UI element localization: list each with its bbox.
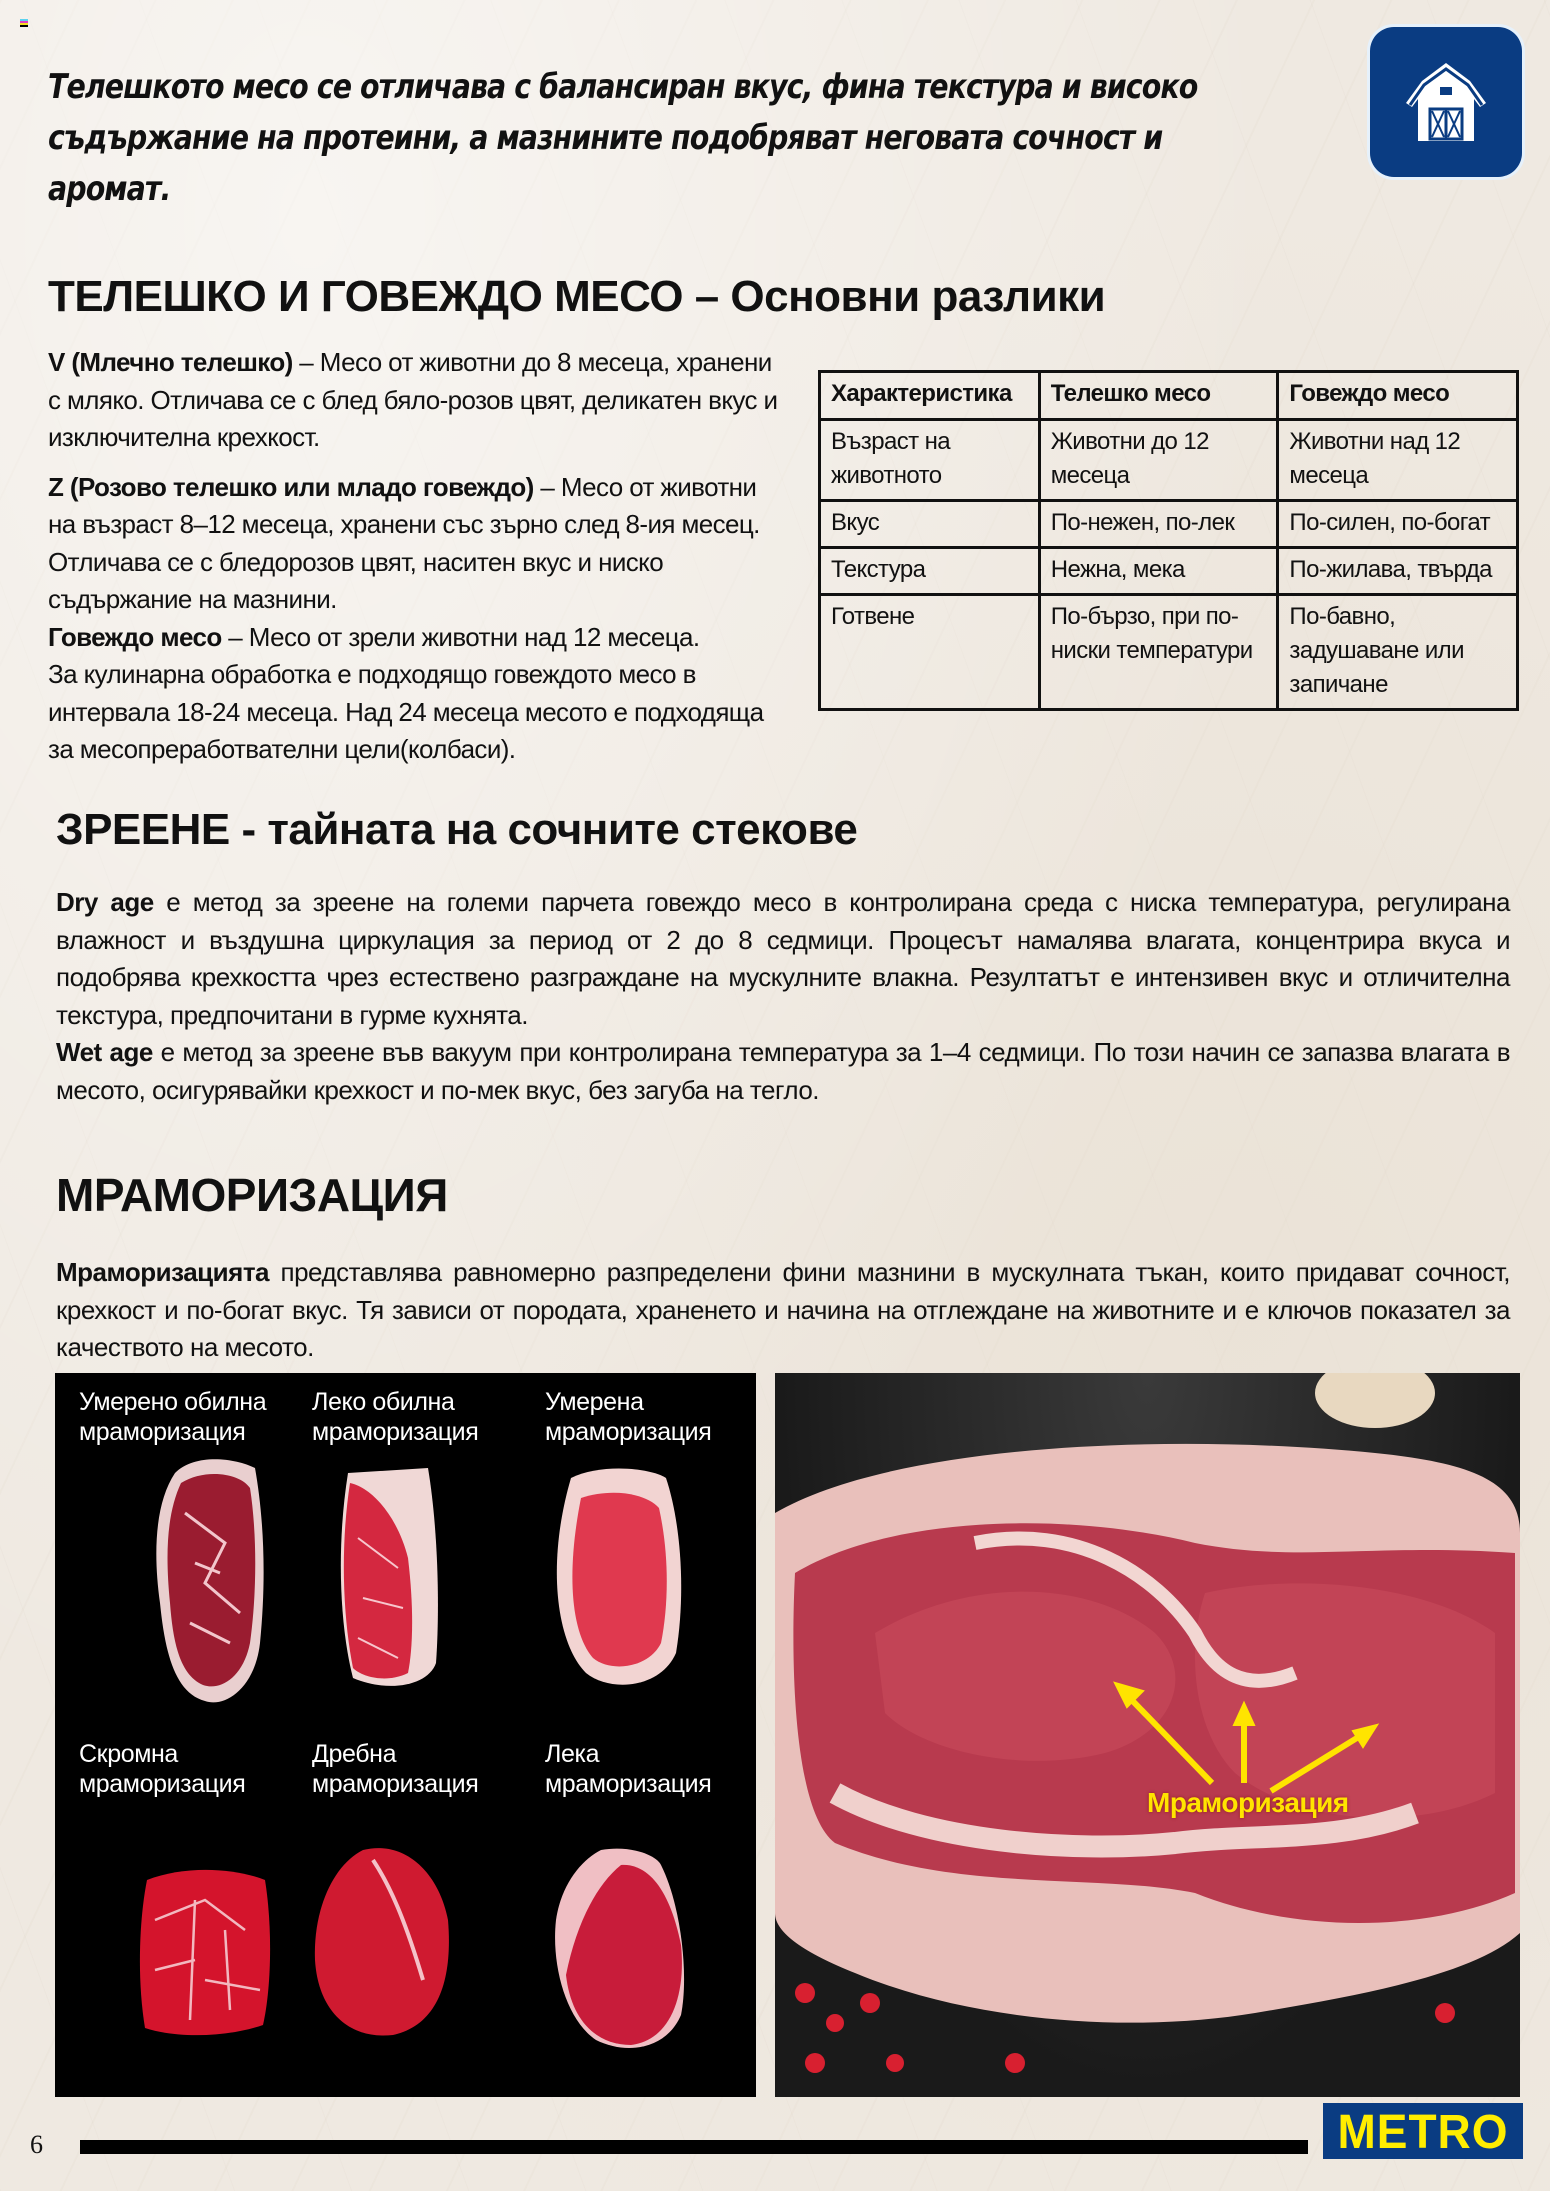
table-cell: По-нежен, по-лек xyxy=(1039,501,1278,548)
table-row xyxy=(820,420,1518,501)
page-number: 6 xyxy=(30,2130,43,2159)
table-header: Говеждо месо xyxy=(1278,372,1518,420)
footer-divider xyxy=(80,2140,1308,2154)
steak-image xyxy=(313,1840,453,2040)
ribeye-steak-image xyxy=(775,1373,1520,2097)
print-registration-mark xyxy=(20,19,28,29)
term-marbling: Мраморизацията xyxy=(56,1257,270,1287)
table-header-row xyxy=(820,372,1518,420)
table-row xyxy=(820,501,1518,548)
paragraph-culinary: За кулинарна обработка е подходящо говеждото месо в интервала 18-24 месеца. Над 24 месеца месото е подходяща за месопреработвателни цели(колбаси). xyxy=(48,659,764,764)
term-v: V (Млечно телешко) xyxy=(48,347,293,377)
table-cell: Възраст на животното xyxy=(820,420,1040,501)
marbling-grade-5: Дребна мраморизация xyxy=(288,1725,521,2077)
steak-image xyxy=(541,1845,691,2055)
differences-text xyxy=(48,344,788,769)
table-header: Характеристика xyxy=(820,372,1040,420)
table-cell: Вкус xyxy=(820,501,1040,548)
table-cell: По-бързо, при по-ниски температури xyxy=(1039,595,1278,710)
table-cell: По-силен, по-богат xyxy=(1278,501,1518,548)
comparison-table xyxy=(818,370,1519,711)
marbling-text: Мраморизацията представлява равномерно разпределени фини мазнини в мускулната тъкан, които придават сочност, крехкост и по-богат вкус. Тя зависи от породата, храненето и начина на отглеждане на животните и е ключов показател за качеството на месото. xyxy=(56,1257,1510,1362)
term-wet-age: Wet age xyxy=(56,1037,153,1067)
table-cell: Животни до 12 месеца xyxy=(1039,420,1278,501)
marbling-grades-image xyxy=(55,1373,756,2097)
paragraph-wet-age: Wet age е метод за зреене във вакуум при контролирана температура за 1–4 седмици. По този начин се запазва влагата в месото, осигурявайки крехкост и по-мек вкус, без загуба на тегло. xyxy=(56,1037,1511,1105)
table-cell: По-жилава, твърда xyxy=(1278,548,1518,595)
marbling-grade-4: Скромна мраморизация xyxy=(55,1725,288,2077)
table-row xyxy=(820,548,1518,595)
steak-image xyxy=(145,1453,270,1708)
section-title-marbling: МРАМОРИЗАЦИЯ xyxy=(56,1169,448,1221)
section-title-aging: ЗРЕЕНЕ - тайната на сочните стекове xyxy=(56,805,858,854)
steak-image xyxy=(135,1860,275,2040)
paragraph-v: V (Млечно телешко) – Месо от животни до 8 месеца, хранени с мляко. Отличава се с блед бяло-розов цвят, деликатен вкус и изключителна крехкост. xyxy=(48,347,778,452)
table-header: Телешко месо xyxy=(1039,372,1278,420)
section-title-differences: ТЕЛЕШКО И ГОВЕЖДО МЕСО – Основни разлики xyxy=(48,272,1106,321)
metro-logo-text: METRO xyxy=(1337,2103,1509,2159)
term-dry-age: Dry age xyxy=(56,887,154,917)
paragraph-beef: Говеждо месо – Месо от зрели животни над 12 месеца. xyxy=(48,621,700,652)
paragraph-dry-age: Dry age е метод за зреене на големи парчета говеждо месо в контролирана среда с ниска температура, регулирана влажност и въздушна циркулация за период от 2 до 8 седмици. Процесът намалява влагата, концентрира вкуса и подобрява крехкостта чрез естествено разграждане на мускулните влакна. Резултатът е интензивен вкус и отличителна текстура, предпочитани в гурме кухнята. xyxy=(56,887,1510,1030)
table-cell: Животни над 12 месеца xyxy=(1278,420,1518,501)
marbling-grade-3: Умерена мраморизация xyxy=(521,1373,754,1725)
marbling-grade-1: Умерено обилна мраморизация xyxy=(55,1373,288,1725)
term-z: Z (Розово телешко или младо говеждо) xyxy=(48,471,534,502)
marbling-photo-label: Мраморизация xyxy=(1147,1787,1349,1818)
barn-badge xyxy=(1370,27,1522,177)
steak-image xyxy=(541,1463,691,1693)
marbling-grade-2: Леко обилна мраморизация xyxy=(288,1373,521,1725)
table-cell: Текстура xyxy=(820,548,1040,595)
aging-text xyxy=(56,884,1510,1109)
table-cell: Нежна, мека xyxy=(1039,548,1278,595)
table-row xyxy=(820,595,1518,710)
paragraph-z: Z (Розово телешко или младо говеждо) – Месо от животни на възраст 8–12 месеца, хранени със зърно след 8-ия месец. Отличава се с бледорозов цвят, наситен вкус и ниско съдържание на мазнини. xyxy=(48,471,760,614)
marbling-grade-6: Лека мраморизация xyxy=(521,1725,754,2077)
steak-image xyxy=(328,1458,443,1698)
barn-icon xyxy=(1400,59,1492,145)
term-beef: Говеждо месо xyxy=(48,621,222,652)
ribeye-photo xyxy=(775,1373,1520,2097)
table-cell: Готвене xyxy=(820,595,1040,710)
intro-text: Телешкото месо се отличава с балансиран вкус, фина текстура и високо съдържание на протеини, а мазнините подобряват неговата сочност и аромат. xyxy=(48,67,1198,209)
table-cell: По-бавно, задушаване или запичане xyxy=(1278,595,1518,710)
metro-logo xyxy=(1323,2103,1523,2159)
